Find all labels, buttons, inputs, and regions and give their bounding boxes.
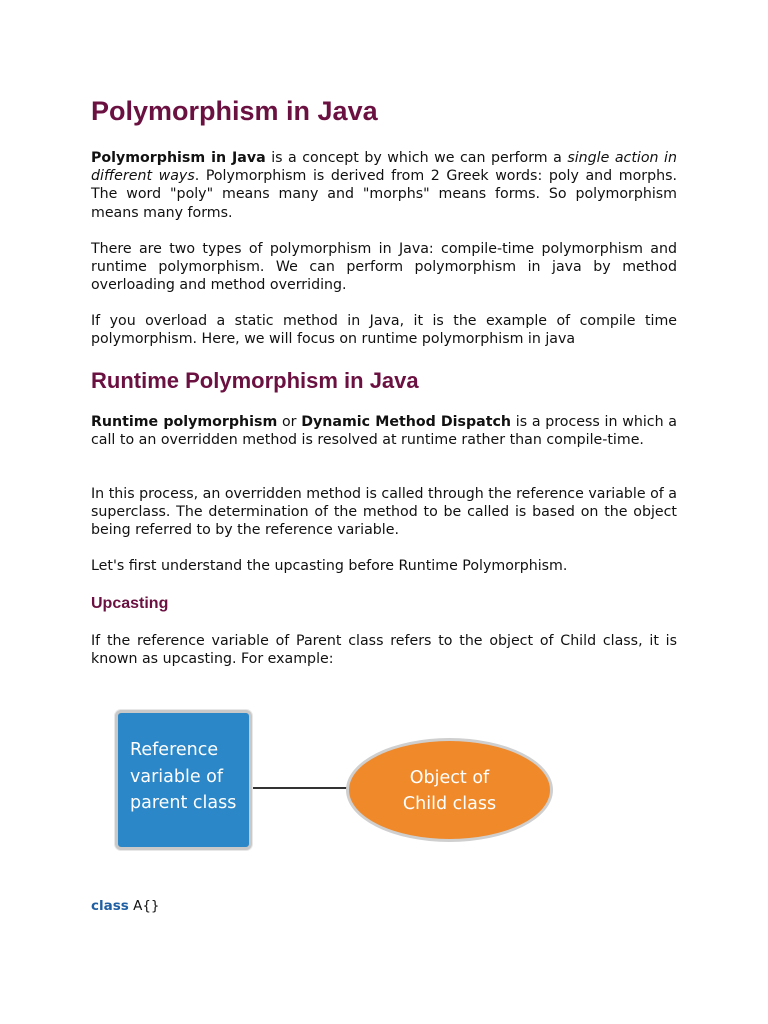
runtime-heading: Runtime Polymorphism in Java [91,368,419,393]
runtime-text-1: or [277,414,302,430]
runtime-paragraph-2: In this process, an overridden method is called through the reference variable of a superclass. The determination of the method to be called is based on the object being referred to by the reference variable. [91,486,677,539]
runtime-bold-term: Runtime polymorphism [91,414,278,430]
dispatch-bold-term: Dynamic Method Dispatch [301,414,512,430]
upcasting-diagram [115,710,560,850]
code-snippet [91,898,160,914]
code-rest: A{} [128,898,160,914]
runtime-text-2: is a process in which a call to an overridden method is resolved at runtime rather than compile-time. [91,414,678,449]
intro-paragraph-2: There are two types of polymorphism in Java: compile-time polymorphism and runtime polymorphism. We can perform polymorphism in java by method overloading and method overriding. [91,241,677,294]
intro-italic-phrase: single action in different ways [91,150,677,185]
intro-bold-term: Polymorphism in Java [91,150,266,166]
upcasting-paragraph: If the reference variable of Parent class refers to the object of Child class, it is known as upcasting. For example: [91,633,677,668]
page-title: Polymorphism in Java [91,96,378,126]
runtime-paragraph-1 [91,413,677,449]
intro-paragraph-1 [91,149,677,222]
reference-variable-label: Reference variable of parent class [130,740,237,813]
intro-paragraph-3: If you overload a static method in Java, it is the example of compile time polymorphism. Here, we will focus on runtime polymorphism in java [91,313,677,348]
child-object-ellipse [346,738,553,842]
intro-text-2: . Polymorphism is derived from 2 Greek words: poly and morphs. The word "poly" means many and "morphs" means forms. So polymorphism means many forms. [91,168,677,221]
child-object-label: Object of Child class [402,768,497,814]
reference-variable-box [115,710,252,850]
upcasting-heading: Upcasting [91,595,169,612]
intro-text-1: is a concept by which we can perform a [265,150,568,166]
code-keyword: class [91,898,129,914]
runtime-paragraph-3: Let's first understand the upcasting before Runtime Polymorphism. [91,558,568,574]
